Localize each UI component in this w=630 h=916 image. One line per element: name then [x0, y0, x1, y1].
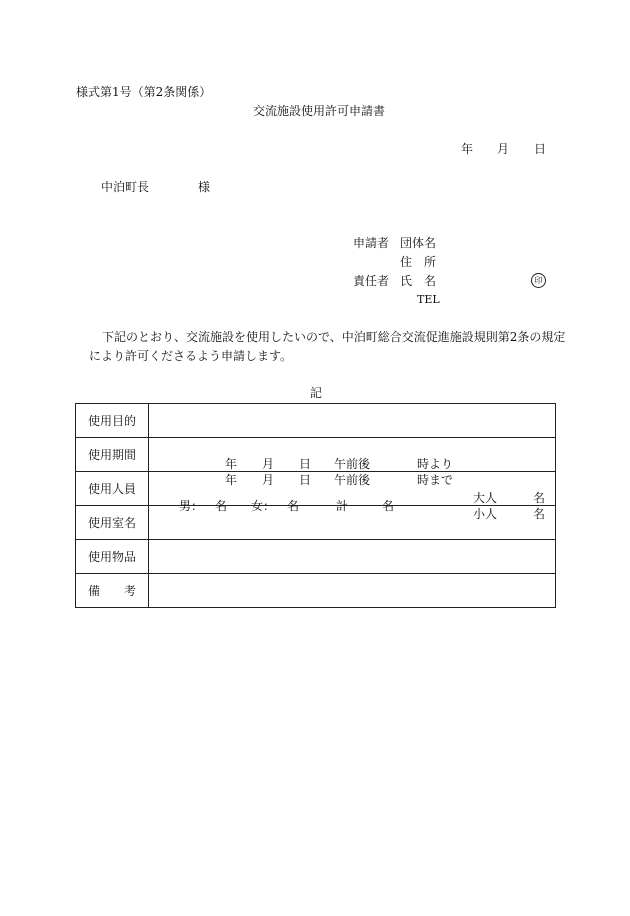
- remarks-label: 備 考: [76, 574, 149, 608]
- child-label: 小人: [473, 506, 498, 521]
- period-start-day: 日: [299, 456, 312, 471]
- male-unit: 名: [215, 498, 228, 513]
- period-start-month: 月: [262, 456, 275, 471]
- period-field[interactable]: [149, 438, 556, 487]
- date-day: 日: [534, 142, 547, 156]
- table-row-period: [76, 438, 556, 472]
- room-field[interactable]: [149, 506, 556, 540]
- period-start-ampm: 午前後: [334, 456, 371, 471]
- female-unit: 名: [287, 498, 300, 513]
- body-text-line-1: 下記のとおり、交流施設を使用したいので、中泊町総合交流促進施設規則第2条の規定: [102, 330, 566, 344]
- table-row-people: [76, 472, 556, 506]
- people-label: 使用人員: [76, 472, 149, 506]
- period-end-ampm: 午前後: [334, 472, 371, 487]
- items-field[interactable]: [149, 540, 556, 574]
- remarks-field[interactable]: [149, 574, 556, 608]
- responsible-label: 責任者: [353, 274, 390, 288]
- period-end-month: 月: [262, 472, 275, 487]
- adult-label: 大人: [473, 490, 498, 505]
- room-label: 使用室名: [76, 506, 149, 540]
- ki-heading: 記: [310, 386, 323, 400]
- table-row-room: [76, 506, 556, 540]
- period-end-suffix: 時まで: [417, 472, 454, 487]
- addressee-name: 中泊町長: [101, 180, 150, 194]
- table-row-items: [76, 540, 556, 574]
- period-start-suffix: 時より: [417, 456, 454, 471]
- date-month: 月: [497, 142, 510, 156]
- male-label: 男：: [179, 498, 204, 513]
- name-label: 氏 名: [400, 274, 437, 288]
- address-label: 住 所: [400, 255, 437, 269]
- total-label: 計: [336, 498, 349, 513]
- document-title: 交流施設使用許可申請書: [253, 104, 386, 118]
- addressee-honorific: 様: [198, 180, 211, 194]
- purpose-label: 使用目的: [76, 404, 149, 438]
- period-end-year: 年: [225, 472, 238, 487]
- body-text-line-2: により許可くださるよう申請します。: [89, 349, 293, 363]
- people-field[interactable]: [149, 472, 556, 521]
- purpose-field[interactable]: [149, 404, 556, 438]
- application-table: [75, 403, 556, 608]
- form-number: 様式第1号（第2条関係）: [76, 85, 212, 99]
- applicant-label: 申請者: [353, 236, 390, 250]
- seal-mark: 印: [531, 273, 546, 288]
- period-start-year: 年: [225, 456, 238, 471]
- period-end-day: 日: [299, 472, 312, 487]
- period-label: 使用期間: [76, 438, 149, 472]
- group-name-label: 団体名: [400, 236, 437, 250]
- child-unit: 名: [533, 506, 546, 521]
- date-year: 年: [461, 142, 474, 156]
- table-row-remarks: [76, 574, 556, 608]
- items-label: 使用物品: [76, 540, 149, 574]
- tel-label: TEL: [417, 293, 440, 306]
- table-row-purpose: [76, 404, 556, 438]
- female-label: 女：: [251, 498, 276, 513]
- adult-unit: 名: [533, 490, 546, 505]
- total-unit: 名: [382, 498, 395, 513]
